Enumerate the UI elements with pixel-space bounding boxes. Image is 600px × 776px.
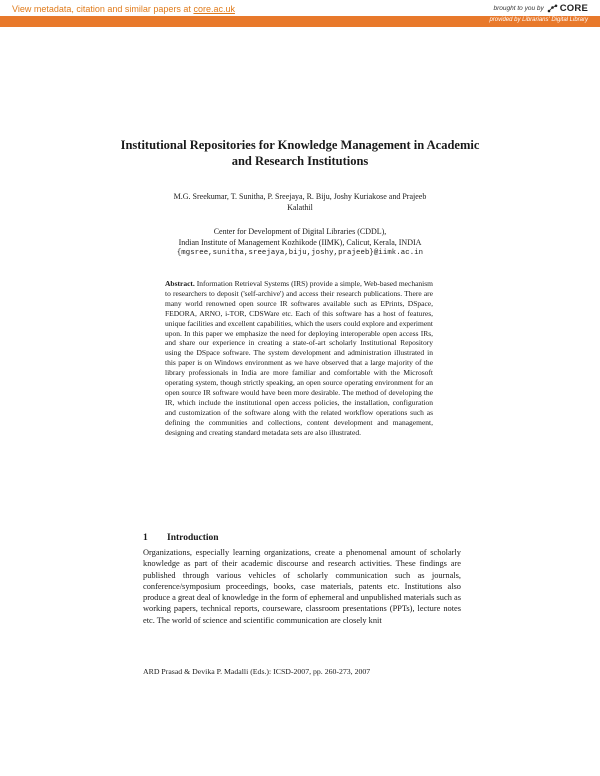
core-link-domain[interactable]: core.ac.uk — [193, 4, 235, 14]
paper-title: Institutional Repositories for Knowledge Management in Academic and Research Institutions — [120, 138, 480, 168]
brought-by-core — [494, 3, 588, 14]
core-metadata-link[interactable] — [12, 4, 235, 14]
paper-authors: M.G. Sreekumar, T. Sunitha, P. Sreejaya, R. Biju, Joshy Kuriakose and Prajeeb Kalathil — [173, 192, 427, 212]
affiliation-line-2: Indian Institute of Management Kozhikode (IIMK), Calicut, Kerala, INDIA — [178, 238, 422, 247]
core-logo-icon — [547, 4, 558, 13]
abstract-text: Information Retrieval Systems (IRS) provide a simple, Web-based mechanism to researchers to deposit ('self-archive') and access their research publications. There are many world renowned open source IR softwares available such as EPrints, DSpace, FEDORA, ARNO, i-TOR, CDSWare etc. Each of this software has a host of features, unique facilities and excellent capabilities, which the users could explore and experiment upon. In this paper we emphasize the need for deploying interoperable open access IRs, and share our experience in creating a state-of-art scholarly Institutional Repository using the DSpace software. The system development and administration illustrated in this paper is on Windows environment as we have observed that a large majority of the library professionals in India are more familiar and comfortable with the Microsoft operating system, though strictly speaking, an open source operating environment for an open source IR software would have been more desirable. The method of developing the IR, which include the institutional open access policies, the installation, configuration and customization of the software along with the related workflow operations such as defining the communities and collections, content development and management, designing and creating standard metadata sets are also illustrated. — [165, 279, 434, 437]
section-heading-introduction — [143, 533, 219, 543]
core-logo-text: CORE — [559, 3, 588, 14]
abstract — [165, 279, 433, 438]
introduction-paragraph: Organizations, especially learning organizations, create a phenomenal amount of scholarly knowledge as part of their academic discourse and research activities. These findings are published through various vehicles of scholarly communication such as journals, conference/symposium proceedings, books, case materials, patents etc. Institutions also produce a great deal of knowledge in the form of ephemeral and unpublished materials such as working papers, technical reports, courseware, classroom presentations (PPTs), lecture notes etc. The world of science and scientific communication are closely knit — [143, 548, 461, 625]
core-link-prefix: View metadata, citation and similar papers at — [12, 4, 194, 14]
affiliation-line-1: Center for Development of Digital Libraries (CDDL), — [213, 227, 387, 236]
abstract-label: Abstract. — [165, 279, 195, 288]
proceedings-footer: ARD Prasad & Devika P. Madalli (Eds.): ICSD-2007, pp. 260-273, 2007 — [143, 667, 371, 676]
provided-by-text: provided by Librarians' Digital Library — [489, 17, 588, 23]
core-logo[interactable] — [547, 3, 588, 14]
author-emails: {mgsree,sunitha,sreejaya,biju,joshy,prajeeb}@iimk.ac.in — [176, 249, 424, 257]
core-header — [0, 0, 600, 30]
section-number: 1 — [143, 533, 148, 543]
affiliation — [120, 226, 480, 259]
section-title: Introduction — [167, 533, 219, 543]
brought-by-text: brought to you by — [493, 5, 544, 12]
